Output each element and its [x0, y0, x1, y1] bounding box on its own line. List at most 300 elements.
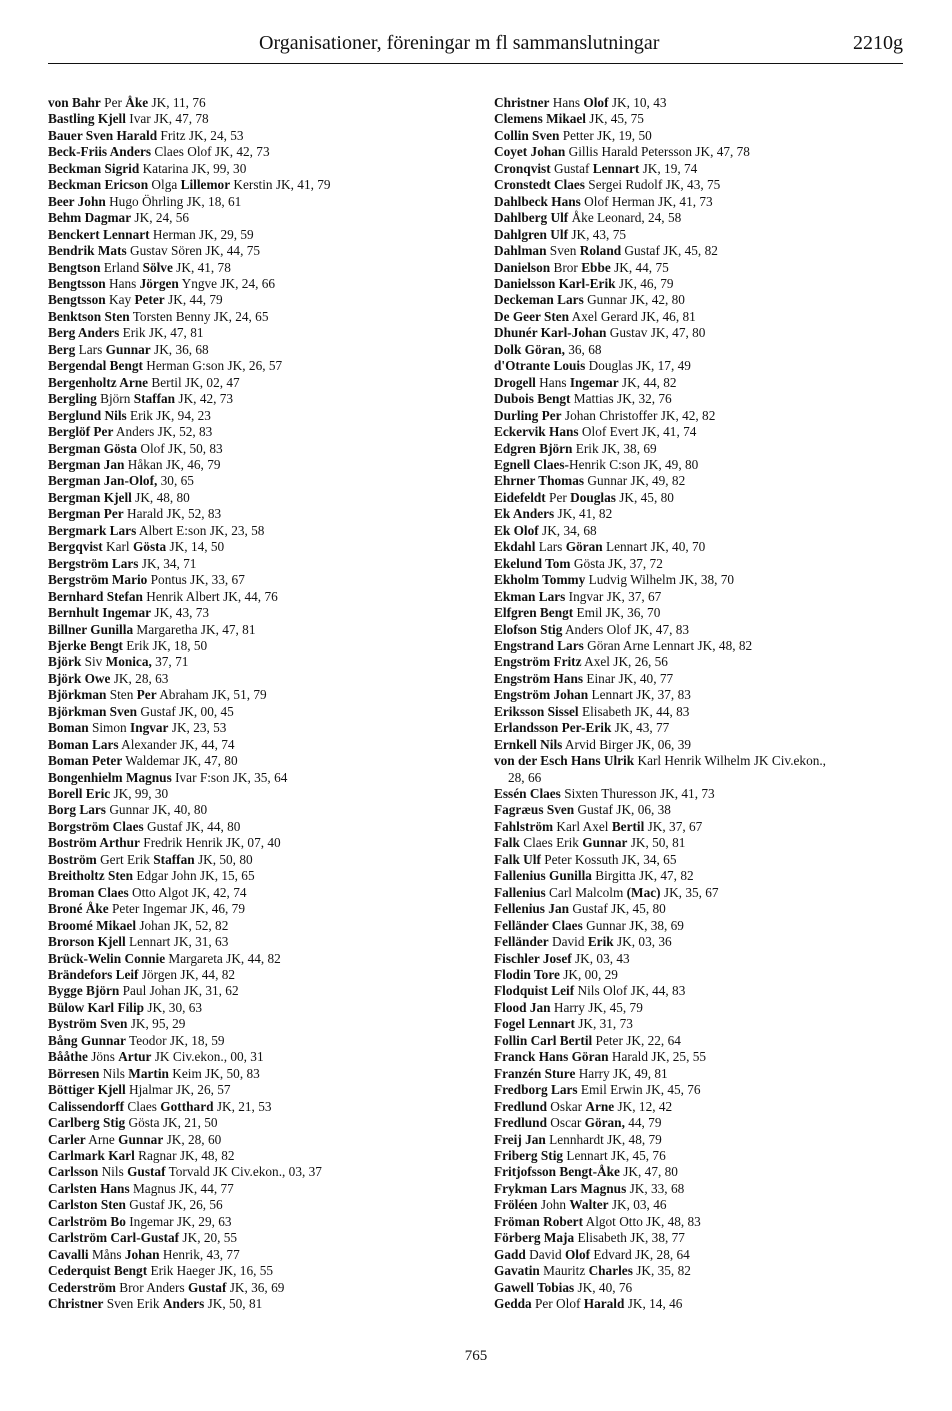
- entry-details: Teodor JK, 18, 59: [125, 1032, 225, 1048]
- directory-entry: [48, 325, 488, 341]
- entry-details: JK, 44, 75: [610, 259, 669, 275]
- entry-details: Ragnar JK, 48, 82: [134, 1148, 235, 1163]
- entry-name: Brück-Welin Connie: [48, 950, 166, 966]
- entry-details: Gustaf JK, 45, 80: [569, 901, 666, 917]
- directory-entry: [48, 720, 488, 736]
- entry-name: Deckeman Lars: [494, 292, 584, 308]
- entry-details: JK, 14, 50: [166, 539, 225, 555]
- entry-name: Björkman Sven: [48, 703, 138, 719]
- entry-name: Berg: [48, 341, 76, 357]
- entry-details: Kay: [105, 292, 135, 308]
- directory-entry: [494, 951, 914, 967]
- directory-entry: [48, 523, 488, 539]
- directory-entry: [494, 1049, 914, 1065]
- entry-name: Carlsson: [48, 1164, 99, 1180]
- entry-name: Frykman Lars Magnus: [494, 1180, 627, 1196]
- entry-name: d'Otrante Louis: [494, 358, 586, 374]
- entry-details: JK, 30, 63: [144, 999, 203, 1015]
- directory-entry: [494, 918, 914, 934]
- directory-entry: [48, 292, 488, 308]
- entry-details: Per: [100, 95, 126, 110]
- entry-name: Engström Johan: [494, 687, 589, 703]
- entry-name: Dahlbeck Hans: [494, 193, 581, 209]
- entry-name: Cronstedt Claes: [494, 177, 585, 193]
- directory-entry: [494, 523, 914, 539]
- entry-details: Göran Arne Lennart JK, 48, 82: [583, 637, 753, 653]
- entry-details: Peter JK, 22, 64: [592, 1032, 681, 1048]
- entry-name: Fredborg Lars: [494, 1082, 578, 1098]
- entry-details: Bertil JK, 02, 47: [148, 374, 240, 390]
- entry-details: Lennart JK, 37, 83: [588, 687, 691, 703]
- directory-entry: [48, 786, 488, 802]
- entry-name: Eidefeldt: [494, 489, 546, 505]
- directory-entry: [494, 671, 914, 687]
- directory-entry: [48, 704, 488, 720]
- directory-entry: [48, 473, 488, 489]
- entry-name: Ingvar: [130, 720, 169, 736]
- directory-entry: [494, 1197, 914, 1213]
- entry-details: Magnus JK, 44, 77: [129, 1180, 234, 1196]
- entry-name: Gedda: [494, 1296, 532, 1312]
- entry-details: Lennhardt JK, 48, 79: [545, 1131, 662, 1147]
- entry-name: Berglöf Per: [48, 424, 114, 440]
- entry-name: Fallenius: [494, 884, 546, 900]
- entry-details: JK, 48, 80: [131, 489, 190, 505]
- entry-name: Gustaf: [187, 1279, 227, 1295]
- entry-name: Walter: [569, 1197, 609, 1213]
- entry-details: Oskar: [546, 1098, 586, 1114]
- entry-name: Lennart: [592, 160, 640, 176]
- directory-entry: [494, 506, 914, 522]
- entry-name: Ekdahl: [494, 539, 536, 555]
- entry-details: Olof Evert JK, 41, 74: [578, 424, 697, 440]
- directory-entry: [48, 967, 488, 983]
- entry-details: JK, 47, 80: [619, 1164, 678, 1180]
- directory-entry: [494, 572, 914, 588]
- entry-details: Gösta JK, 21, 50: [125, 1115, 218, 1131]
- entry-name: Ek Anders: [494, 506, 555, 522]
- entry-details: Karl Henrik Wilhelm JK Civ.ekon.,: [634, 753, 827, 769]
- entry-name: Eckervik Hans: [494, 424, 579, 440]
- entry-details: Anders Olof JK, 47, 83: [562, 621, 690, 637]
- directory-entry: [48, 1000, 488, 1016]
- entry-details: Bror Anders: [115, 1279, 188, 1295]
- entry-details: JK, 28, 63: [110, 670, 169, 686]
- directory-entry: [48, 983, 488, 999]
- directory-entry: [494, 358, 914, 374]
- entry-details: John: [537, 1197, 570, 1213]
- entry-details: Nils: [99, 1065, 129, 1081]
- directory-entry: [494, 194, 914, 210]
- entry-name: Börresen: [48, 1065, 100, 1081]
- entry-name: Bergling: [48, 391, 97, 407]
- directory-entry: [494, 227, 914, 243]
- entry-name: Felländer: [494, 934, 549, 950]
- entry-name: Fritjofsson Bengt-Åke: [494, 1164, 620, 1180]
- directory-entry: [48, 227, 488, 243]
- entry-details: JK, 44, 82: [618, 374, 677, 390]
- entry-name: Bernhult Ingemar: [48, 605, 152, 621]
- entry-name: Carlsten Hans: [48, 1180, 130, 1196]
- directory-entry: [48, 556, 488, 572]
- entry-details: Fredrik Henrik JK, 07, 40: [139, 835, 281, 851]
- entry-details: Erik JK, 18, 50: [122, 637, 208, 653]
- entry-name: Martin: [128, 1065, 169, 1081]
- directory-entry: [48, 457, 488, 473]
- entry-name: Gavatin: [494, 1263, 540, 1279]
- directory-entry: [494, 868, 914, 884]
- entry-details: Claes Olof JK, 42, 73: [151, 144, 270, 160]
- right-column: [494, 95, 914, 1313]
- entry-details: Erik JK, 38, 69: [572, 440, 657, 456]
- entry-name: Bergström Mario: [48, 572, 148, 588]
- entry-name: Förberg Maja: [494, 1230, 575, 1246]
- entry-details: Harry JK, 49, 81: [575, 1065, 668, 1081]
- directory-entry: [48, 1033, 488, 1049]
- entry-name: Fallenius Gunilla: [494, 868, 592, 884]
- directory-entry: [48, 260, 488, 276]
- directory-entry: [48, 408, 488, 424]
- entry-name: Friberg Stig: [494, 1148, 564, 1163]
- entry-details: JK, 00, 29: [559, 967, 618, 983]
- entry-name: Carlström Bo: [48, 1213, 126, 1229]
- entry-details: Åke Leonard, 24, 58: [568, 210, 682, 226]
- entry-details: Sixten Thuresson JK, 41, 73: [560, 786, 715, 802]
- directory-entry: [494, 1099, 914, 1115]
- directory-entry: [494, 111, 914, 127]
- entry-details: JK, 35, 67: [660, 884, 719, 900]
- directory-entry: [48, 572, 488, 588]
- entry-details: JK, 20, 55: [179, 1230, 238, 1246]
- entry-details: JK, 37, 67: [644, 818, 703, 834]
- directory-entry: [48, 111, 488, 127]
- entry-details: Arvid Birger JK, 06, 39: [562, 736, 692, 752]
- entry-name: Fröléen: [494, 1197, 538, 1213]
- entry-name: Engstrand Lars: [494, 637, 584, 653]
- entry-details: 28, 66: [508, 769, 542, 785]
- entry-name: Broomé Mikael: [48, 917, 137, 933]
- directory-entry: [48, 1247, 488, 1263]
- entry-name: Durling Per: [494, 407, 562, 423]
- entry-name: Gunnar: [582, 835, 628, 851]
- directory-entry: [494, 473, 914, 489]
- entry-name: Flodin Tore: [494, 967, 560, 983]
- directory-entry: [48, 852, 488, 868]
- entry-name: Boman Lars: [48, 736, 119, 752]
- entry-details: Harry JK, 45, 79: [550, 999, 643, 1015]
- entry-details: Axel Gerard JK, 46, 81: [569, 308, 696, 324]
- directory-entry: [494, 687, 914, 703]
- entry-name: Fagræus Sven: [494, 802, 575, 818]
- directory-entry: [48, 934, 488, 950]
- directory-entry: [494, 737, 914, 753]
- entry-name: Roland: [579, 243, 622, 259]
- entry-details: Erland: [100, 259, 143, 275]
- entry-details: Keim JK, 50, 83: [168, 1065, 260, 1081]
- directory-entry: [494, 490, 914, 506]
- entry-name: Carlberg Stig: [48, 1115, 126, 1131]
- entry-name: Charles: [588, 1263, 633, 1279]
- entry-name: Dahlman: [494, 243, 547, 259]
- entry-name: Beer John: [48, 193, 106, 209]
- directory-entry: [48, 1132, 488, 1148]
- entry-details: Gösta JK, 37, 72: [570, 555, 663, 571]
- directory-entry: [48, 1148, 488, 1164]
- directory-entry: [494, 1148, 914, 1164]
- directory-entry: [48, 144, 488, 160]
- entry-name: Fröman Robert: [494, 1213, 583, 1229]
- entry-name: (Mac): [626, 884, 661, 900]
- entry-name: Danielsson Karl-Erik: [494, 275, 616, 291]
- entry-name: Falk: [494, 835, 520, 851]
- entry-details: David: [548, 934, 588, 950]
- directory-entry: [48, 622, 488, 638]
- entry-name: Berglund Nils: [48, 407, 127, 423]
- entry-details: Lennart JK, 40, 70: [602, 539, 706, 555]
- entry-name: Anders: [162, 1296, 205, 1312]
- directory-entry: [494, 770, 914, 786]
- entry-details: Olga: [148, 177, 181, 193]
- entry-details: Algot Otto JK, 48, 83: [583, 1213, 701, 1229]
- entry-name: Coyet Johan: [494, 144, 566, 160]
- entry-details: JK, 46, 79: [615, 275, 674, 291]
- entry-details: Harald JK, 52, 83: [123, 506, 222, 522]
- entry-name: Gadd: [494, 1246, 526, 1262]
- directory-entry: [494, 292, 914, 308]
- entry-name: Monica,: [105, 654, 152, 670]
- entry-details: Margareta JK, 44, 82: [165, 950, 281, 966]
- entry-name: Breitholtz Sten: [48, 868, 134, 884]
- entry-details: Edgar John JK, 15, 65: [133, 868, 255, 884]
- entry-name: Carlmark Karl: [48, 1148, 135, 1163]
- entry-name: von der Esch Hans Ulrik: [494, 753, 635, 769]
- directory-entry: [494, 589, 914, 605]
- entry-name: Ekelund Tom: [494, 555, 571, 571]
- entry-name: Staffan: [133, 391, 176, 407]
- directory-entry: [494, 704, 914, 720]
- entry-details: JK, 11, 76: [148, 95, 206, 110]
- directory-entry: [494, 720, 914, 736]
- entry-name: von Bahr: [48, 95, 101, 110]
- entry-name: Fahlström: [494, 818, 554, 834]
- directory-entry: [494, 1296, 914, 1312]
- entry-name: Borell Eric: [48, 786, 111, 802]
- entry-name: Cronqvist: [494, 160, 551, 176]
- entry-name: Drogell: [494, 374, 536, 390]
- entry-details: Hans: [535, 374, 570, 390]
- entry-name: Harald: [583, 1296, 625, 1312]
- entry-details: JK, 31, 73: [574, 1016, 633, 1032]
- entry-details: Erik JK, 94, 23: [126, 407, 211, 423]
- entry-name: Bauer Sven Harald: [48, 127, 158, 143]
- entry-name: Douglas: [570, 489, 616, 505]
- entry-details: Lars: [535, 539, 566, 555]
- entry-name: Arne: [585, 1098, 615, 1114]
- directory-entry: [48, 1181, 488, 1197]
- entry-name: Danielson: [494, 259, 551, 275]
- directory-entry: [48, 539, 488, 555]
- entry-details: Anders JK, 52, 83: [113, 424, 213, 440]
- entry-details: Sten: [106, 687, 137, 703]
- entry-details: JK, 45, 80: [615, 489, 674, 505]
- entry-name: Bergman Gösta: [48, 440, 138, 456]
- entry-details: Sven Erik: [103, 1296, 163, 1312]
- entry-details: Elisabeth JK, 44, 83: [578, 703, 690, 719]
- entry-name: Bülow Karl Filip: [48, 999, 145, 1015]
- entry-name: Carler: [48, 1131, 86, 1147]
- entry-name: Benktson Sten: [48, 308, 130, 324]
- entry-name: Christner: [48, 1296, 104, 1312]
- directory-entry: [494, 556, 914, 572]
- entry-details: Torvald JK Civ.ekon., 03, 37: [165, 1164, 322, 1180]
- entry-details: Waldemar JK, 47, 80: [122, 753, 238, 769]
- entry-name: Calissendorff: [48, 1098, 125, 1114]
- directory-entry: [48, 1164, 488, 1180]
- header-rule: [48, 63, 903, 64]
- entry-details: Torsten Benny JK, 24, 65: [129, 308, 269, 324]
- entry-details: JK, 41, 78: [172, 259, 231, 275]
- entry-details: Bror: [550, 259, 582, 275]
- entry-name: Ernkell Nils: [494, 736, 563, 752]
- entry-details: Birgitta JK, 47, 82: [591, 868, 694, 884]
- entry-details: Edvard JK, 28, 64: [590, 1246, 690, 1262]
- entry-details: Henrik, 43, 77: [159, 1246, 240, 1262]
- entry-details: Mauritz: [539, 1263, 589, 1279]
- directory-entry: [494, 325, 914, 341]
- entry-name: Gawell Tobias: [494, 1279, 575, 1295]
- entry-details: Einar JK, 40, 77: [583, 670, 674, 686]
- directory-entry: [48, 358, 488, 374]
- directory-entry: [48, 1197, 488, 1213]
- directory-entry: [494, 441, 914, 457]
- entry-details: JK, 19, 74: [639, 160, 698, 176]
- directory-entry: [48, 819, 488, 835]
- entry-details: Nils Olof JK, 44, 83: [574, 983, 686, 999]
- directory-entry: [48, 1263, 488, 1279]
- entry-details: Yngve JK, 24, 66: [178, 275, 276, 291]
- entry-name: Fischler Josef: [494, 950, 572, 966]
- directory-entry: [494, 424, 914, 440]
- entry-name: Eriksson Sissel: [494, 703, 579, 719]
- entry-name: Carlström Carl-Gustaf: [48, 1230, 180, 1246]
- directory-entry: [494, 276, 914, 292]
- directory-entry: [48, 1280, 488, 1296]
- directory-entry: [48, 243, 488, 259]
- entry-name: Peter: [134, 292, 165, 308]
- entry-name: Bengtsson: [48, 275, 106, 291]
- entry-name: Billner Gunilla: [48, 621, 134, 637]
- entry-details: Arne: [85, 1131, 119, 1147]
- entry-name: Ek Olof: [494, 522, 539, 538]
- entry-details: Ludvig Wilhelm JK, 38, 70: [585, 572, 735, 588]
- directory-entry: [48, 868, 488, 884]
- entry-details: Alexander JK, 44, 74: [118, 736, 235, 752]
- directory-entry: [494, 95, 914, 111]
- entry-details: JK, 03, 43: [571, 950, 630, 966]
- entry-details: Gunnar JK, 49, 82: [584, 473, 686, 489]
- directory-entry: [48, 1016, 488, 1032]
- entry-details: Oscar: [546, 1115, 585, 1131]
- entry-name: Staffan: [153, 851, 195, 867]
- entry-name: Göran,: [584, 1115, 625, 1131]
- entry-details: Emil JK, 36, 70: [573, 605, 661, 621]
- entry-details: Nils: [98, 1164, 128, 1180]
- entry-name: Ehrner Thomas: [494, 473, 585, 489]
- directory-entry: [48, 342, 488, 358]
- directory-entry: [494, 1230, 914, 1246]
- entry-name: Björkman: [48, 687, 107, 703]
- entry-name: Carlston Sten: [48, 1197, 126, 1213]
- entry-details: Margaretha JK, 47, 81: [133, 621, 256, 637]
- entry-name: Bååthe: [48, 1049, 88, 1065]
- directory-entry: [494, 835, 914, 851]
- directory-entry: [494, 622, 914, 638]
- entry-details: Douglas JK, 17, 49: [585, 358, 691, 374]
- entry-details: JK, 43, 77: [611, 720, 670, 736]
- directory-entry: [48, 802, 488, 818]
- directory-entry: [48, 589, 488, 605]
- entry-name: Bengtsson: [48, 292, 106, 308]
- directory-entry: [48, 1082, 488, 1098]
- entry-details: Gustaf JK, 26, 56: [125, 1197, 223, 1213]
- entry-name: Lillemor: [180, 177, 231, 193]
- entry-details: JK, 23, 53: [168, 720, 227, 736]
- entry-name: Dolk Göran,: [494, 341, 565, 357]
- entry-details: JK, 35, 82: [632, 1263, 691, 1279]
- entry-name: Bång Gunnar: [48, 1032, 126, 1048]
- entry-details: Katarina JK, 99, 30: [139, 160, 247, 176]
- entry-name: Borgström Claes: [48, 818, 144, 834]
- entry-details: JK, 42, 73: [175, 391, 234, 407]
- directory-entry: [494, 408, 914, 424]
- entry-details: Lennart JK, 31, 63: [125, 934, 229, 950]
- entry-name: Bertil: [611, 818, 645, 834]
- entry-name: Bernhard Stefan: [48, 588, 143, 604]
- entry-details: Hugo Öhrling JK, 18, 61: [105, 193, 242, 209]
- entry-name: Göran: [565, 539, 603, 555]
- entry-details: JK, 10, 43: [608, 95, 667, 110]
- entry-details: Harald JK, 25, 55: [608, 1049, 707, 1065]
- entry-name: Bongenhielm Magnus: [48, 769, 172, 785]
- directory-entry: [494, 1000, 914, 1016]
- directory-entry: [494, 605, 914, 621]
- entry-details: JK, 24, 56: [131, 210, 190, 226]
- entry-details: JK, 33, 68: [626, 1180, 685, 1196]
- directory-entry: [48, 210, 488, 226]
- entry-details: Gunnar JK, 42, 80: [583, 292, 685, 308]
- directory-entry: [494, 539, 914, 555]
- directory-entry: [48, 737, 488, 753]
- entry-details: Carl Malcolm: [545, 884, 627, 900]
- directory-entry: [494, 391, 914, 407]
- entry-details: Siv: [81, 654, 106, 670]
- entry-details: Claes: [124, 1098, 161, 1114]
- entry-name: Engström Fritz: [494, 654, 582, 670]
- directory-entry: [494, 901, 914, 917]
- entry-name: Bergman Per: [48, 506, 124, 522]
- entry-details: Gillis Harald Petersson JK, 47, 78: [565, 144, 750, 160]
- directory-entry: [494, 852, 914, 868]
- entry-details: Gustav Sören JK, 44, 75: [126, 243, 261, 259]
- entry-details: Paul Johan JK, 31, 62: [119, 983, 239, 999]
- entry-details: Gustaf JK, 06, 38: [574, 802, 671, 818]
- entry-details: JK, 43, 73: [151, 605, 210, 621]
- entry-details: JK, 44, 79: [164, 292, 223, 308]
- entry-details: Hjalmar JK, 26, 57: [125, 1082, 231, 1098]
- entry-name: Bjerke Bengt: [48, 637, 123, 653]
- entry-details: Peter Kossuth JK, 34, 65: [540, 851, 677, 867]
- entry-name: Egnell Claes-: [494, 456, 569, 472]
